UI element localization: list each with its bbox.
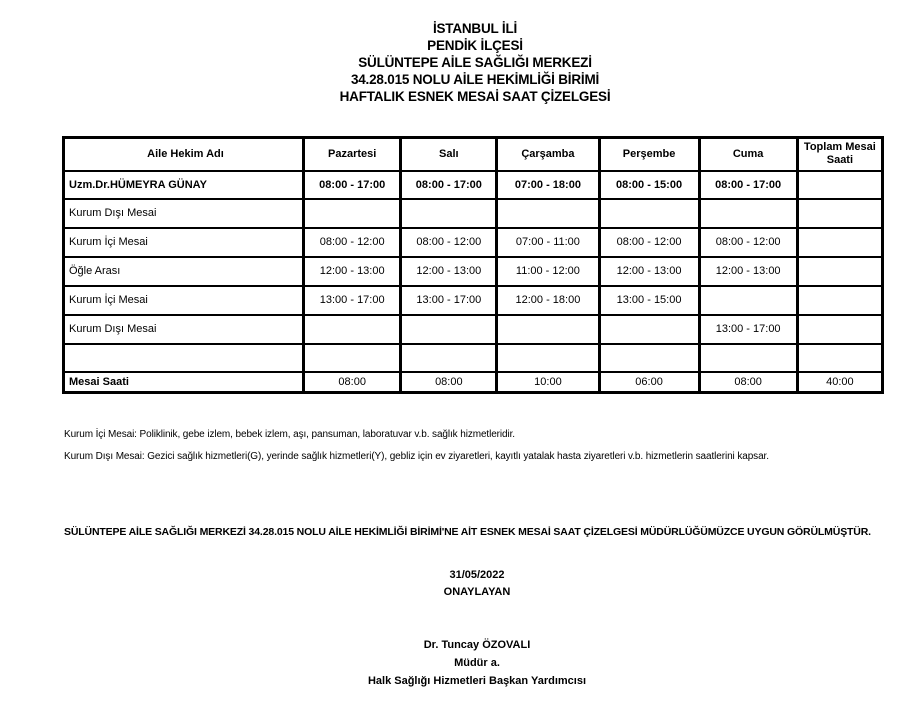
title-province: İSTANBUL İLİ [432,21,518,36]
table-cell: 11:00 - 12:00 [497,257,599,286]
table-cell [797,344,882,372]
title-health-center: SÜLÜNTEPE AİLE SAĞLIĞI MERKEZİ [358,55,592,70]
row-label: Kurum Dışı Mesai [64,315,304,344]
table-cell [599,199,699,228]
table-cell: 07:00 - 18:00 [497,171,599,199]
header-friday: Cuma [699,138,797,171]
table-cell [497,199,599,228]
table-cell: 12:00 - 13:00 [699,257,797,286]
footnote-kurum-disi: Kurum Dışı Mesai: Gezici sağlık hizmetleri(G), yerinde sağlık hizmetleri(Y), gebliz için ev ziyaretleri, kayıtlı yatalak hasta ziyaretleri v.b. hizmetlerin saatlerini kapsar. [64,451,769,462]
row-label: Kurum Dışı Mesai [64,199,304,228]
header-thursday: Perşembe [599,138,699,171]
document-title-block [62,20,888,105]
approval-heading: ONAYLAYAN [443,586,511,598]
row-label [64,344,304,372]
approval-statement: SÜLÜNTEPE AİLE SAĞLIĞI MERKEZİ 34.28.015 NOLU AİLE HEKİMLİĞİ BİRİMİ'NE AİT ESNEK MESAİ SAAT ÇİZELGESİ MÜDÜRLÜĞÜMÜZCE UYGUN GÖRÜLMÜŞTÜR. [64,526,871,538]
table-cell: 12:00 - 13:00 [599,257,699,286]
table-cell: 12:00 - 18:00 [497,286,599,315]
signature-org: Halk Sağlığı Hizmetleri Başkan Yardımcısı [367,675,587,687]
approval-date: 31/05/2022 [449,569,505,581]
table-row-kurum-disi-1 [64,199,883,228]
row-label: Öğle Arası [64,257,304,286]
table-cell [797,286,882,315]
table-header-row [64,138,883,171]
table-cell [303,315,400,344]
header-doctor-name: Aile Hekim Adı [64,138,304,171]
table-cell [797,199,882,228]
table-cell [699,199,797,228]
table-row-total [64,372,883,393]
table-cell [497,344,599,372]
table-cell: 07:00 - 11:00 [497,228,599,257]
header-tuesday: Salı [401,138,497,171]
table-cell [303,199,400,228]
table-cell: 08:00 - 15:00 [599,171,699,199]
table-cell: 13:00 - 15:00 [599,286,699,315]
table-cell [401,199,497,228]
table-row-kurum-ici-1 [64,228,883,257]
table-row-kurum-disi-2 [64,315,883,344]
table-cell [699,286,797,315]
table-cell [303,344,400,372]
title-schedule-name: HAFTALIK ESNEK MESAİ SAAT ÇİZELGESİ [339,89,611,104]
table-cell: 08:00 - 17:00 [699,171,797,199]
table-cell: 12:00 - 13:00 [401,257,497,286]
weekly-schedule-table [62,136,884,394]
table-cell: 08:00 - 17:00 [401,171,497,199]
total-cell: 06:00 [599,372,699,393]
footnotes [64,429,894,473]
table-row-ogle-arasi [64,257,883,286]
table-cell [401,344,497,372]
total-row-label: Mesai Saati [64,372,304,393]
row-label: Kurum İçi Mesai [64,286,304,315]
header-monday: Pazartesi [303,138,400,171]
footnote-kurum-ici: Kurum İçi Mesai: Poliklinik, gebe izlem, bebek izlem, aşı, pansuman, laboratuvar v.b. sağlık hizmetleridir. [64,429,515,440]
table-cell [599,315,699,344]
row-label: Kurum İçi Mesai [64,228,304,257]
table-cell [699,344,797,372]
table-cell: 08:00 - 12:00 [599,228,699,257]
doctor-name-cell: Uzm.Dr.HÜMEYRA GÜNAY [64,171,304,199]
table-row-doctor [64,171,883,199]
table-cell: 13:00 - 17:00 [303,286,400,315]
table-cell [797,315,882,344]
table-cell [401,315,497,344]
table-cell: 08:00 - 17:00 [303,171,400,199]
total-cell: 08:00 [401,372,497,393]
table-cell: 08:00 - 12:00 [699,228,797,257]
table-cell: 08:00 - 12:00 [401,228,497,257]
table-cell [797,257,882,286]
table-cell [797,228,882,257]
table-row-empty [64,344,883,372]
header-total-hours: Toplam Mesai Saati [797,138,882,171]
header-wednesday: Çarşamba [497,138,599,171]
total-cell: 08:00 [699,372,797,393]
title-unit: 34.28.015 NOLU AİLE HEKİMLİĞİ BİRİMİ [350,72,600,87]
title-district: PENDİK İLÇESİ [427,38,523,53]
table-cell: 13:00 - 17:00 [699,315,797,344]
signature-block [62,636,892,690]
table-cell [797,171,882,199]
table-cell [497,315,599,344]
total-cell: 08:00 [303,372,400,393]
table-cell [599,344,699,372]
signature-name: Dr. Tuncay ÖZOVALI [423,639,531,651]
table-cell: 13:00 - 17:00 [401,286,497,315]
table-cell: 08:00 - 12:00 [303,228,400,257]
table-row-kurum-ici-2 [64,286,883,315]
signature-role: Müdür a. [454,657,500,669]
total-cell: 10:00 [497,372,599,393]
approval-block [62,567,892,601]
table-cell: 12:00 - 13:00 [303,257,400,286]
total-cell: 40:00 [797,372,882,393]
